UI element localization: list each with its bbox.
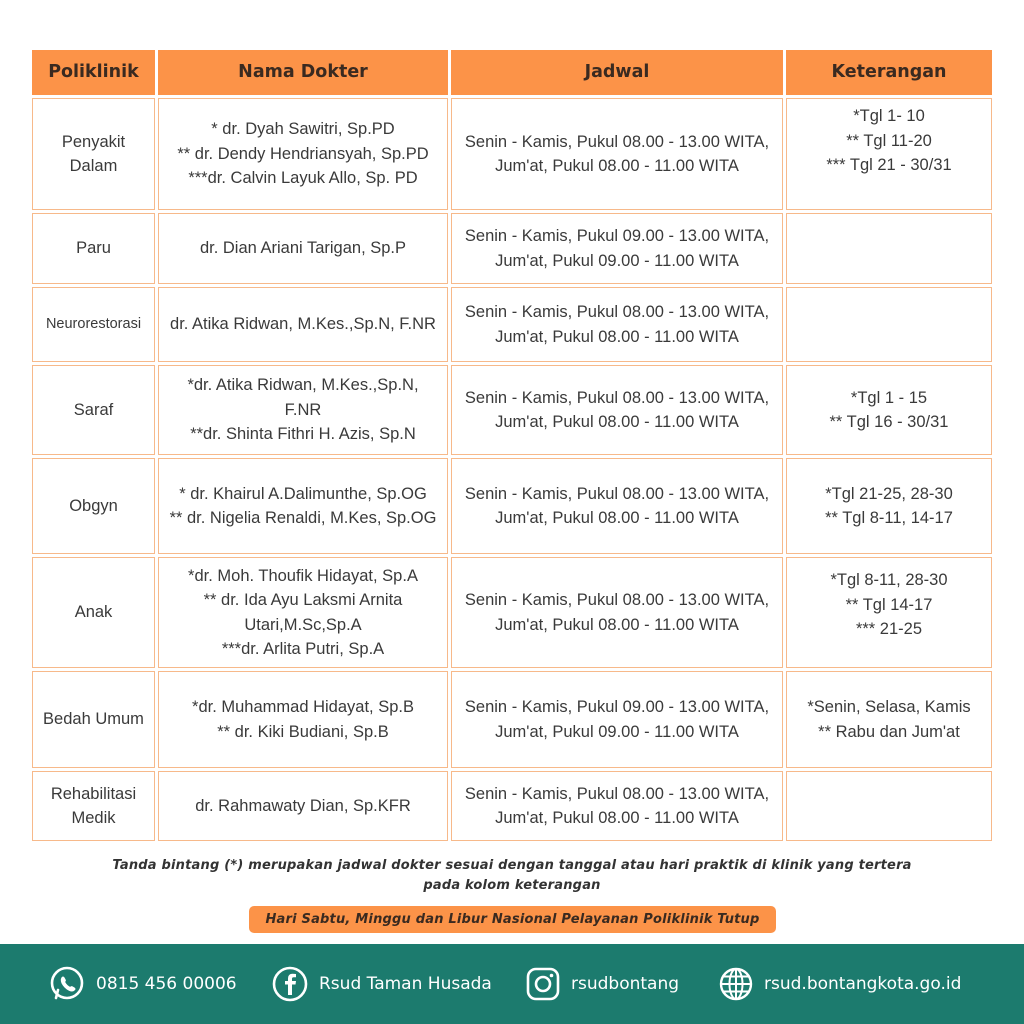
dokter-cell xyxy=(158,771,448,841)
dokter-text: dr. Atika Ridwan, M.Kes.,Sp.N, F.NR xyxy=(170,315,436,334)
poliklinik-cell xyxy=(32,771,155,841)
jadwal-text: Jum'at, Pukul 08.00 - 11.00 WITA xyxy=(495,413,739,431)
jadwal-text: Jum'at, Pukul 08.00 - 11.00 WITA xyxy=(495,157,739,175)
jadwal-text: Jum'at, Pukul 08.00 - 11.00 WITA xyxy=(495,615,739,634)
dokter-text: * dr. Khairul A.Dalimunthe, Sp.OG xyxy=(179,484,427,503)
poliklinik-text: Bedah Umum xyxy=(43,710,144,729)
keterangan-text: ** Tgl 8-11, 14-17 xyxy=(825,509,953,527)
keterangan-text: *Tgl 8-11, 28-30 xyxy=(830,571,948,589)
keterangan-cell xyxy=(786,771,992,841)
dokter-text: ***dr. Arlita Putri, Sp.A xyxy=(221,640,385,658)
contact-facebook[interactable] xyxy=(271,944,492,1024)
dokter-cell xyxy=(158,213,448,284)
jadwal-text: Jum'at, Pukul 09.00 - 11.00 WITA xyxy=(495,722,739,741)
instagram-icon xyxy=(525,966,561,1002)
closed-notice-badge: Hari Sabtu, Minggu dan Libur Nasional Pelayanan Poliklinik Tutup xyxy=(249,906,776,933)
header-poliklinik: Poliklinik xyxy=(32,50,155,95)
jadwal-text: Senin - Kamis, Pukul 08.00 - 13.00 WITA, xyxy=(464,303,770,321)
globe-icon xyxy=(718,966,754,1002)
keterangan-text: *Tgl 1- 10 xyxy=(853,107,925,125)
facebook-icon xyxy=(271,965,309,1003)
contact-footer xyxy=(0,944,1024,1024)
dokter-text: *dr. Muhammad Hidayat, Sp.B xyxy=(192,698,414,716)
table-row xyxy=(32,557,992,668)
poliklinik-cell xyxy=(32,98,155,210)
dokter-text: ***dr. Calvin Layuk Allo, Sp. PD xyxy=(188,169,418,188)
poliklinik-cell xyxy=(32,287,155,362)
poliklinik-text: Neurorestorasi xyxy=(45,316,142,333)
jadwal-cell xyxy=(451,98,783,210)
keterangan-text: ** Tgl 14-17 xyxy=(845,595,933,614)
table-row xyxy=(32,458,992,554)
keterangan-text: ** Rabu dan Jum'at xyxy=(818,722,960,741)
dokter-cell xyxy=(158,287,448,362)
poliklinik-text: Anak xyxy=(74,603,113,622)
facebook-name: Rsud Taman Husada xyxy=(319,974,492,994)
poliklinik-text: Saraf xyxy=(73,400,114,419)
asterisk-note xyxy=(60,856,964,896)
dokter-text: Utari,M.Sc,Sp.A xyxy=(244,615,362,634)
table-row xyxy=(32,98,992,210)
table-row xyxy=(32,365,992,455)
contact-website[interactable] xyxy=(718,944,961,1024)
table-row xyxy=(32,287,992,362)
jadwal-cell xyxy=(451,287,783,362)
poliklinik-cell xyxy=(32,365,155,455)
dokter-text: dr. Dian Ariani Tarigan, Sp.P xyxy=(199,239,407,258)
jadwal-text: Senin - Kamis, Pukul 08.00 - 13.00 WITA, xyxy=(464,388,770,407)
phone-number: 0815 456 00006 xyxy=(96,974,237,994)
poliklinik-cell xyxy=(32,213,155,284)
website-url: rsud.bontangkota.go.id xyxy=(764,974,962,994)
header-nama-dokter: Nama Dokter xyxy=(158,50,448,95)
dokter-text: ** dr. Ida Ayu Laksmi Arnita xyxy=(203,591,403,609)
keterangan-cell xyxy=(786,98,992,210)
poliklinik-cell xyxy=(32,557,155,668)
keterangan-text: ** Tgl 16 - 30/31 xyxy=(829,413,949,431)
asterisk-note-line: Tanda bintang (*) merupakan jadwal dokter sesuai dengan tanggal atau hari praktik di klinik yang tertera xyxy=(112,858,912,873)
keterangan-text: *** 21-25 xyxy=(855,620,923,638)
jadwal-cell xyxy=(451,365,783,455)
dokter-text: *dr. Moh. Thoufik Hidayat, Sp.A xyxy=(188,566,418,585)
dokter-text: ** dr. Nigelia Renaldi, M.Kes, Sp.OG xyxy=(169,509,437,527)
poliklinik-text: Obgyn xyxy=(69,496,118,515)
keterangan-cell xyxy=(786,557,992,668)
poliklinik-text: Paru xyxy=(76,239,111,258)
contact-instagram[interactable] xyxy=(525,944,679,1024)
keterangan-text: *** Tgl 21 - 30/31 xyxy=(826,156,952,174)
keterangan-cell xyxy=(786,458,992,554)
dokter-cell xyxy=(158,365,448,455)
jadwal-text: Senin - Kamis, Pukul 09.00 - 13.00 WITA, xyxy=(464,698,770,716)
keterangan-cell xyxy=(786,365,992,455)
dokter-text: **dr. Shinta Fithri H. Azis, Sp.N xyxy=(190,425,416,444)
jadwal-text: Jum'at, Pukul 08.00 - 11.00 WITA xyxy=(495,809,739,827)
dokter-text: *dr. Atika Ridwan, M.Kes.,Sp.N, xyxy=(187,376,419,395)
jadwal-cell xyxy=(451,557,783,668)
jadwal-text: Senin - Kamis, Pukul 08.00 - 13.00 WITA, xyxy=(464,784,770,803)
poliklinik-text: Dalam xyxy=(69,157,118,175)
jadwal-cell xyxy=(451,771,783,841)
table-row xyxy=(32,771,992,841)
dokter-text: F.NR xyxy=(284,400,322,419)
jadwal-cell xyxy=(451,458,783,554)
poliklinik-cell xyxy=(32,671,155,768)
whatsapp-icon xyxy=(48,965,86,1003)
jadwal-text: Jum'at, Pukul 08.00 - 11.00 WITA xyxy=(495,509,739,527)
contact-phone[interactable] xyxy=(48,944,237,1024)
keterangan-cell xyxy=(786,213,992,284)
jadwal-text: Senin - Kamis, Pukul 09.00 - 13.00 WITA, xyxy=(464,227,770,245)
header-jadwal: Jadwal xyxy=(451,50,783,95)
jadwal-text: Jum'at, Pukul 08.00 - 11.00 WITA xyxy=(495,327,739,346)
dokter-cell xyxy=(158,458,448,554)
dokter-cell xyxy=(158,671,448,768)
keterangan-text: ** Tgl 11-20 xyxy=(846,131,932,150)
jadwal-cell xyxy=(451,213,783,284)
table-header-row xyxy=(32,50,992,95)
dokter-cell xyxy=(158,98,448,210)
table-row xyxy=(32,213,992,284)
dokter-text: ** dr. Dendy Hendriansyah, Sp.PD xyxy=(177,144,429,163)
keterangan-text: *Senin, Selasa, Kamis xyxy=(807,698,971,716)
poliklinik-text: Medik xyxy=(71,809,116,827)
poliklinik-cell xyxy=(32,458,155,554)
table-row xyxy=(32,671,992,768)
jadwal-text: Jum'at, Pukul 09.00 - 11.00 WITA xyxy=(495,251,739,270)
keterangan-cell xyxy=(786,287,992,362)
jadwal-text: Senin - Kamis, Pukul 08.00 - 13.00 WITA, xyxy=(464,132,770,151)
dokter-text: * dr. Dyah Sawitri, Sp.PD xyxy=(211,120,395,139)
poliklinik-text: Rehabilitasi xyxy=(50,784,137,803)
dokter-cell xyxy=(158,557,448,668)
asterisk-note-line: pada kolom keterangan xyxy=(423,878,601,893)
keterangan-text: *Tgl 21-25, 28-30 xyxy=(825,484,953,503)
keterangan-cell xyxy=(786,671,992,768)
dokter-text: ** dr. Kiki Budiani, Sp.B xyxy=(217,722,389,741)
dokter-text: dr. Rahmawaty Dian, Sp.KFR xyxy=(195,796,411,815)
jadwal-cell xyxy=(451,671,783,768)
jadwal-text: Senin - Kamis, Pukul 08.00 - 13.00 WITA, xyxy=(464,591,770,609)
keterangan-text: *Tgl 1 - 15 xyxy=(850,388,928,407)
header-keterangan: Keterangan xyxy=(786,50,992,95)
poliklinik-text: Penyakit xyxy=(61,132,126,151)
jadwal-text: Senin - Kamis, Pukul 08.00 - 13.00 WITA, xyxy=(464,484,770,503)
instagram-handle: rsudbontang xyxy=(571,974,680,994)
